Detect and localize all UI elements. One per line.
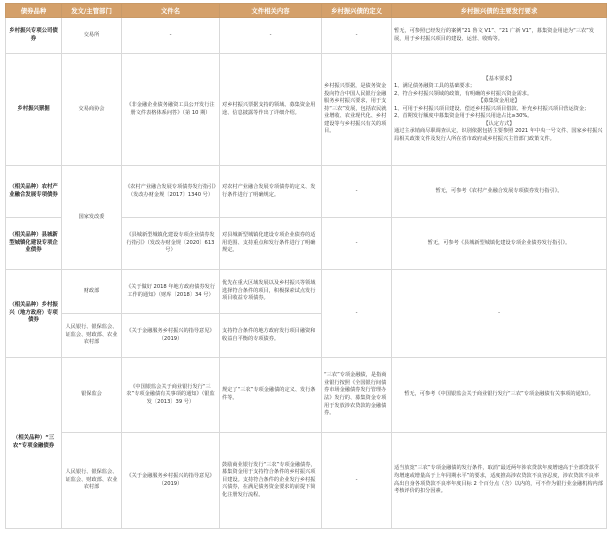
- requirement-item: 2、首期发行额度中募集资金用于乡村振兴用途占比≥30%。: [394, 113, 533, 120]
- table-row: [6, 18, 607, 54]
- cell-department: 交易所: [62, 18, 122, 54]
- cell-definition: -: [322, 18, 392, 54]
- cell-definition: “三农”专项金融债，是指商业银行按照《全国银行间债券市场金融债券发行管理办法》发行的、募集资金专项用于发放涉农贷款的金融债券。: [322, 358, 392, 433]
- cell-bond-type: 乡村振兴票据: [6, 54, 62, 166]
- requirement-text: 通过主承销商尽职调查认定，识别依据包括主要参照 2021 年中央一号文件、国家乡村振兴局相关政策文件及发行人所在省市政府或乡村振兴主管部门政策文件。: [394, 128, 603, 142]
- cell-definition: -: [322, 433, 392, 529]
- cell-requirements: 暂无，可参考《中国银监会关于商业银行发行“三农”专项金融债有关事项的通知》。: [392, 358, 607, 433]
- header-row: [6, 4, 607, 18]
- cell-file-name: 《关于金融服务乡村振兴的指导意见》（2019）: [122, 433, 220, 529]
- cell-definition: -: [322, 218, 392, 270]
- cell-requirements: 暂无，可参考《农村产业融合发展专项债券发行指引》。: [392, 166, 607, 218]
- cell-file-name: 《关于做好 2018 年地方政府债券发行工作的通知》（财库〔2018〕34 号）: [122, 270, 220, 314]
- header-file-content: 文件相关内容: [220, 4, 322, 18]
- cell-file-content: 对县城新型城镇化建设专项企业债券的适用范围、支持重点和发行条件进行了明确规定。: [220, 218, 322, 270]
- cell-department: 国家发改委: [62, 166, 122, 270]
- cell-file-name: -: [122, 18, 220, 54]
- section-title: 【基本要求】: [483, 75, 515, 82]
- cell-file-content: 对农村产业融合发展专项债券的定义、发行条件进行了明确规定。: [220, 166, 322, 218]
- cell-file-name: 《关于金融服务乡村振兴的指导意见》（2019）: [122, 314, 220, 358]
- cell-file-content: -: [220, 18, 322, 54]
- cell-bond-type: （相关品种）农村产业融合发展专项债券: [6, 166, 62, 218]
- requirement-item: 1、满足债务融资工具的基础要求；: [394, 83, 476, 90]
- requirement-item: 1、可用于乡村振兴项目建设、偿还乡村振兴项目借款、补充乡村振兴项目营运资金；: [394, 105, 590, 112]
- section-title: 【认定方式】: [483, 120, 515, 127]
- header-department: 发文/主管部门: [62, 4, 122, 18]
- table-row: [6, 433, 607, 529]
- cell-bond-type: （相关品种）“三农”专项金融债券: [6, 358, 62, 529]
- table-row: [6, 166, 607, 218]
- cell-definition: 乡村振兴票据，是债务资金投向符合中国人民银行金融服务乡村振兴要求，用于支持“三农”发展，包括农民就业增收、农业现代化、乡村建设等与乡村振兴有关的项目。: [322, 54, 392, 166]
- cell-department: 人民银行、银保监会、证监会、财政部、农业农村部: [62, 433, 122, 529]
- header-bond-type: 债券品种: [6, 4, 62, 18]
- cell-file-name: 《县城新型城镇化建设专项企业债券发行指引》（发改办财金规〔2020〕613 号）: [122, 218, 220, 270]
- table-row: [6, 270, 607, 314]
- cell-file-content: 对乡村振兴票据支持的领域、募集资金用途、信息披露等作出了详细介绍。: [220, 54, 322, 166]
- cell-file-name: 《农村产业融合发展专项债券发行指引》（发改办财金规〔2017〕1340 号）: [122, 166, 220, 218]
- cell-bond-type: （相关品种）县城新型城镇化建设专项企业债券: [6, 218, 62, 270]
- cell-file-content: 规定了“三农”专项金融债的定义、发行条件等。: [220, 358, 322, 433]
- requirement-item: 2、符合乡村振兴领域的政策，有明确的乡村振兴资金需求。: [394, 90, 533, 97]
- cell-file-name: 《中国银监会关于商业银行发行“三农”专项金融债有关事项的通知》（银监发〔2013〕39 号）: [122, 358, 220, 433]
- cell-requirements: 暂无，可参照已经发行的案例“21 鲁文 V1”、“21 广新 V1”，募集资金用途为“三农”发展，用于乡村振兴项目的建设、运营、收购等。: [392, 18, 607, 54]
- cell-bond-type: 乡村振兴专项公司债券: [6, 18, 62, 54]
- table-row: [6, 358, 607, 433]
- cell-requirements: 暂无，可参考《县城新型城镇化建设专项企业债券发行指引》。: [392, 218, 607, 270]
- cell-requirements: -: [392, 270, 607, 358]
- header-definition: 乡村振兴债的定义: [322, 4, 392, 18]
- cell-requirements: [392, 54, 607, 166]
- bond-comparison-table: [5, 3, 607, 529]
- cell-file-content: 鼓励商业银行发行“三农”专项金融债券，募集资金用于支持符合条件的乡村振兴项目建设。支持符合条件的企业发行乡村振兴债券，在满足债务资金要求的前提下简化注册发行流程。: [220, 433, 322, 529]
- cell-department: 交易商协会: [62, 54, 122, 166]
- cell-department: 人民银行、银保监会、证监会、财政部、农业农村部: [62, 314, 122, 358]
- cell-bond-type: （相关品种）乡村振兴（地方政府）专项债券: [6, 270, 62, 358]
- table-row: [6, 54, 607, 166]
- cell-department: 银保监会: [62, 358, 122, 433]
- header-requirements: 乡村振兴债的主要发行要求: [392, 4, 607, 18]
- cell-department: 财政部: [62, 270, 122, 314]
- header-file-name: 文件名: [122, 4, 220, 18]
- cell-definition: -: [322, 270, 392, 358]
- section-title: 【募集资金用途】: [478, 98, 520, 105]
- cell-requirements: 适当放宽“三农”专项金融债的发行条件，取消“最近两年涉农贷款年度增速高于全部贷款平均增速或增量高于上年同期水平”的要求，适度推高涉农贷款不良容忍度，涉农贷款不良率高出自身各项贷款不良率年度目标 2 个百分点（含）以内的，可不作为银行业金融机构内部考核评价的扣分因素。: [392, 433, 607, 529]
- cell-file-content: 优先在重大区域发展以及乡村振兴等领域选择符合条件的项目，积极探索试点发行项目收益专项债券。: [220, 270, 322, 314]
- cell-file-content: 支持符合条件的地方政府发行项目融资和收益自平衡的专项债券。: [220, 314, 322, 358]
- cell-file-name: 《非金融企业债务融资工具公开发行注册文件表格体系问答》（第 10 期）: [122, 54, 220, 166]
- cell-definition: -: [322, 166, 392, 218]
